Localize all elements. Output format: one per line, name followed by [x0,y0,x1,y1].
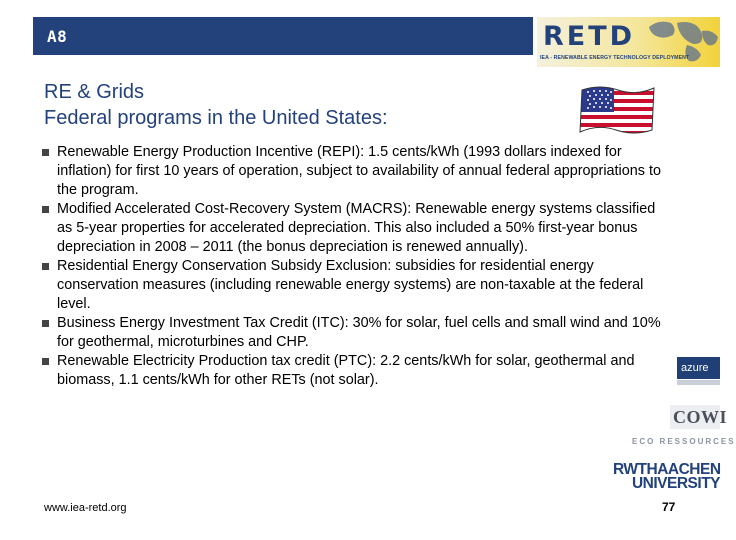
azure-logo-bar [677,380,720,385]
bullet-item: Business Energy Investment Tax Credit (ITC): 30% for solar, fuel cells and small wind and 10% for geothermal, microturbines and CHP. [42,314,674,352]
rwth-logo-line-1: RWTHAACHEN [613,461,721,478]
bullet-item: Residential Energy Conservation Subsidy Exclusion: subsidies for residential energy conservation measures (including renewable energy systems) are non-taxable at the federal level. [42,257,674,314]
eco-ressources-logo: ECO RESSOURCES [632,437,736,446]
rwth-logo-line-2: UNIVERSITY [631,475,720,492]
rwth-aachen-logo [613,463,720,491]
bullet-item: Renewable Energy Production Incentive (REPI): 1.5 cents/kWh (1993 dollars indexed for inflation) for first 10 years of operation, subject to availability of annual federal appropriations to the program. [42,143,674,200]
retd-logo [537,17,720,67]
bullet-item: Modified Accelerated Cost-Recovery System (MACRS): Renewable energy systems classified as 5-year properties for accelerated depreciation. This also included a 50% first-year bonus depreciation in 2008 – 2011 (the bonus depreciation is renewed annually). [42,200,674,257]
retd-subtitle: IEA - RENEWABLE ENERGY TECHNOLOGY DEPLOYMENT [540,55,690,61]
title-line-2: Federal programs in the United States: [44,107,388,129]
slide-tag: A8 [33,17,533,55]
slide-title [44,79,584,131]
us-flag-icon [576,82,658,138]
bullet-list [42,143,674,390]
title-line-1: RE & Grids [44,81,145,103]
azure-logo: azure [677,357,720,379]
bullet-item: Renewable Electricity Production tax credit (PTC): 2.2 cents/kWh for solar, geothermal and biomass, 1.1 cents/kWh for other RETs (not solar). [42,352,674,390]
page-number: 77 [662,500,676,514]
retd-wordmark: RETD [543,21,636,52]
cowi-logo: COWI [670,405,720,429]
footer-url[interactable]: www.iea-retd.org [44,502,127,514]
